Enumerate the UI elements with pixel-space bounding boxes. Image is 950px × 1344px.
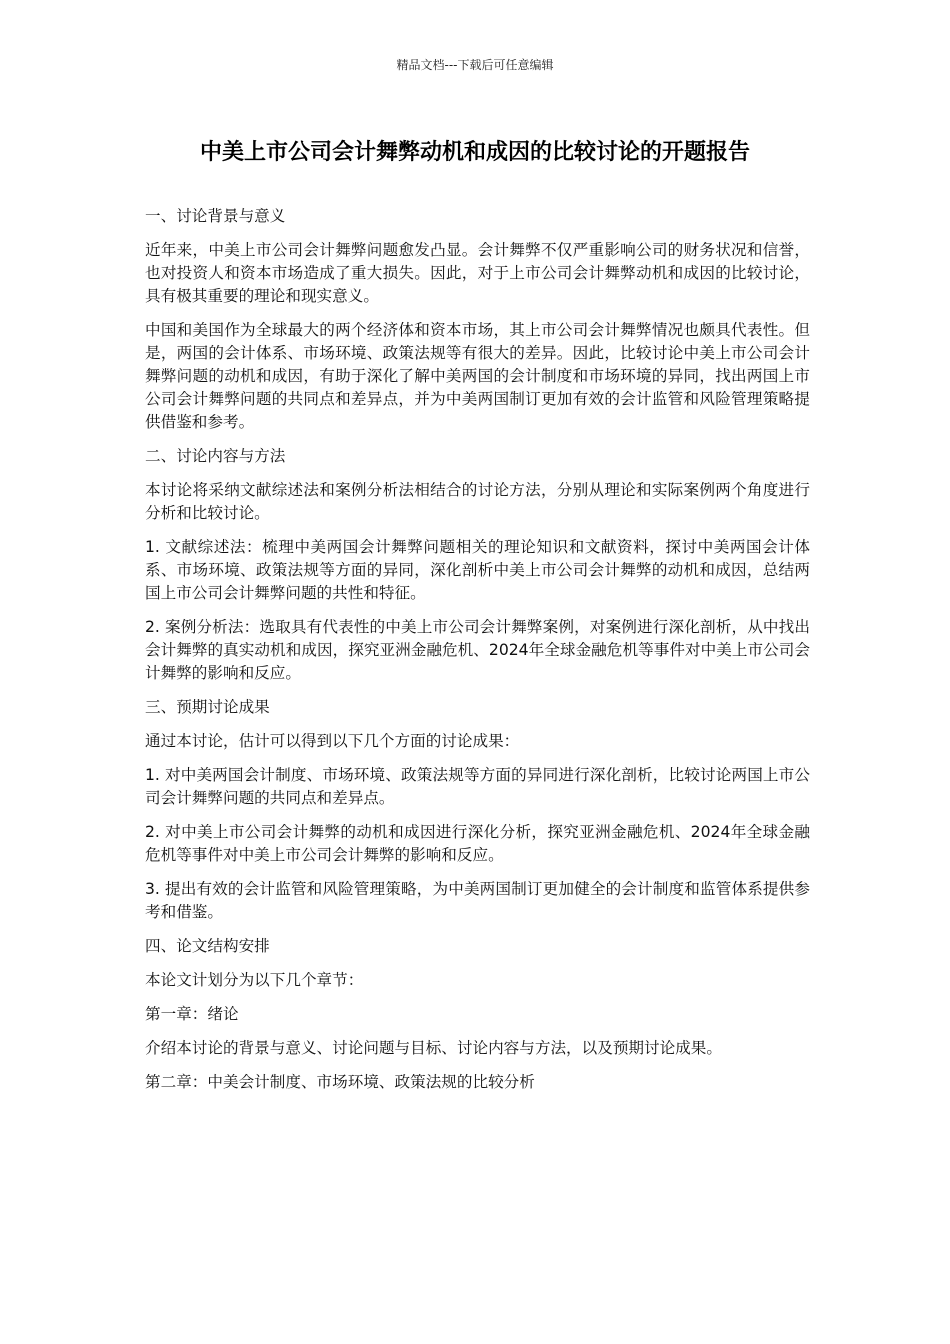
- list-item: 1. 对中美两国会计制度、市场环境、政策法规等方面的异同进行深化剖析，比较讨论两国上市公司会计舞弊问题的共同点和差异点。: [145, 766, 810, 807]
- section-heading-expected-results: 三、预期讨论成果: [145, 698, 270, 716]
- paragraph: 通过本讨论，估计可以得到以下几个方面的讨论成果：: [145, 732, 520, 750]
- section-heading-background: 一、讨论背景与意义: [145, 207, 286, 225]
- page-header-watermark: 精品文档---下载后可任意编辑: [396, 58, 554, 72]
- list-item: 2. 对中美上市公司会计舞弊的动机和成因进行深化分析，探究亚洲金融危机、2024年全球金融危机等事件对中美上市公司会计舞弊的影响和反应。: [145, 823, 810, 864]
- list-item: 1. 文献综述法：梳理中美两国会计舞弊问题相关的理论知识和文献资料，探讨中美两国会计体系、市场环境、政策法规等方面的异同，深化剖析中美上市公司会计舞弊的动机和成因，总结两国上市公司会计舞弊问题的共性和特征。: [145, 538, 810, 602]
- paragraph: 本论文计划分为以下几个章节：: [145, 971, 364, 989]
- paragraph: 介绍本讨论的背景与意义、讨论问题与目标、讨论内容与方法，以及预期讨论成果。: [145, 1039, 722, 1057]
- list-item: 2. 案例分析法：选取具有代表性的中美上市公司会计舞弊案例，对案例进行深化剖析，从中找出会计舞弊的真实动机和成因，探究亚洲金融危机、2024年全球金融危机等事件对中美上市公司会计舞弊的影响和反应。: [145, 618, 810, 682]
- section-heading-content-method: 二、讨论内容与方法: [145, 447, 286, 465]
- list-item: 3. 提出有效的会计监管和风险管理策略，为中美两国制订更加健全的会计制度和监管体系提供参考和借鉴。: [145, 880, 810, 921]
- document-title: 中美上市公司会计舞弊动机和成因的比较讨论的开题报告: [199, 140, 750, 165]
- paragraph: 近年来，中美上市公司会计舞弊问题愈发凸显。会计舞弊不仅严重影响公司的财务状况和信誉，也对投资人和资本市场造成了重大损失。因此，对于上市公司会计舞弊动机和成因的比较讨论，具有极其重要的理论和现实意义。: [145, 241, 810, 305]
- paragraph: 本讨论将采纳文献综述法和案例分析法相结合的讨论方法，分别从理论和实际案例两个角度进行分析和比较讨论。: [145, 481, 810, 522]
- chapter-heading: 第一章：绪论: [145, 1005, 239, 1023]
- paragraph: 中国和美国作为全球最大的两个经济体和资本市场，其上市公司会计舞弊情况也颇具代表性。但是，两国的会计体系、市场环境、政策法规等有很大的差异。因此，比较讨论中美上市公司会计舞弊问题的动机和成因，有助于深化了解中美两国的会计制度和市场环境的异同，找出两国上市公司会计舞弊问题的共同点和差异点，并为中美两国制订更加有效的会计监管和风险管理策略提供借鉴和参考。: [145, 321, 810, 431]
- section-heading-structure: 四、论文结构安排: [145, 937, 270, 955]
- document-body: [145, 205, 810, 1105]
- chapter-heading: 第二章：中美会计制度、市场环境、政策法规的比较分析: [145, 1073, 535, 1091]
